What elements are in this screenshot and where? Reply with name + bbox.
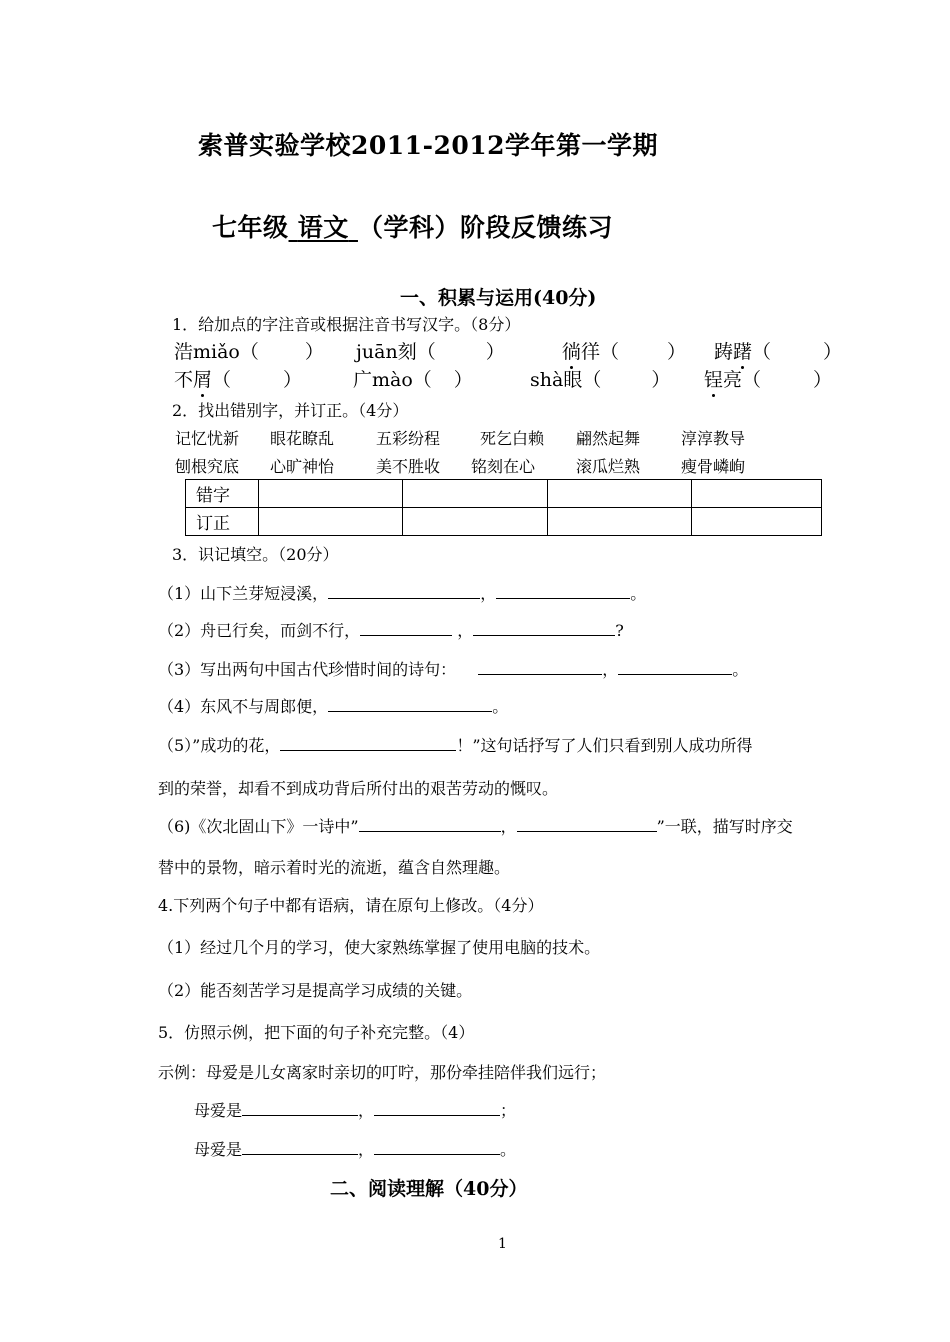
answer-blank[interactable] (618, 658, 732, 675)
q3-line-6-cont: 替中的景物，暗示着时光的流逝，蕴含自然理趣。 (158, 858, 511, 877)
q3-line-5: （5）”成功的花， ！”这句话抒写了人们只看到别人成功所得 (158, 736, 753, 755)
q1-item-8: 锃亮（ ） (704, 369, 833, 391)
q2-word-9: 美不胜收 (376, 457, 441, 476)
q5-line-2: 母爱是 ， 。 (194, 1140, 517, 1159)
q2-word-12: 瘦骨嶙峋 (681, 457, 746, 476)
q2-word-7: 刨根究底 (175, 457, 240, 476)
q3-line-3: （3）写出两句中国古代珍惜时间的诗句： ， 。 (158, 660, 749, 679)
q3-line-2: （2）舟已行矣，而剑不行， ， ? (158, 621, 624, 640)
q3-line-1: （1）山下兰芽短浸溪， ， 。 (158, 584, 647, 603)
answer-blank[interactable] (242, 1138, 358, 1155)
question-4-text: 4.下列两个句子中都有语病，请在原句上修改。（4分） (158, 896, 544, 915)
q2-word-2: 眼花瞭乱 (270, 429, 335, 448)
answer-cell[interactable] (692, 508, 822, 536)
answer-blank[interactable] (328, 582, 480, 599)
answer-blank[interactable] (374, 1138, 500, 1155)
q3-line-4: （4）东风不与周郎便， 。 (158, 697, 509, 716)
exam-subtitle (212, 208, 613, 244)
q1-item-1: 浩miǎo（ ） (174, 341, 324, 363)
table-row-label: 错字 (186, 480, 259, 508)
q1-item-5: 不屑（ ） (174, 369, 303, 391)
answer-blank[interactable] (496, 582, 630, 599)
answer-blank[interactable] (374, 1099, 500, 1116)
q5-example: 示例：母爱是儿女离家时亲切的叮咛，那份牵挂陪伴我们远行； (158, 1063, 607, 1082)
q2-word-6: 淳淳教导 (681, 429, 746, 448)
answer-blank[interactable] (242, 1099, 358, 1116)
answer-cell[interactable] (259, 480, 403, 508)
q2-word-10: 铭刻在心 (471, 457, 536, 476)
q1-item-4: 踌躇（ ） (714, 341, 843, 363)
section-2-heading: 二、阅读理解（40分） (330, 1178, 528, 1200)
q4-sentence-1: （1）经过几个月的学习，使大家熟练掌握了使用电脑的技术。 (158, 938, 601, 957)
answer-blank[interactable] (478, 658, 602, 675)
question-2-text: 2．找出错别字，并订正。（4分） (172, 401, 409, 420)
q2-word-1: 记忆忧新 (175, 429, 240, 448)
q4-sentence-2: （2）能否刻苦学习是提高学习成绩的关键。 (158, 981, 473, 1000)
answer-blank[interactable] (280, 734, 456, 751)
table-row-label: 订正 (186, 508, 259, 536)
answer-blank[interactable] (328, 695, 492, 712)
q1-item-3: 徜徉（ ） (562, 341, 687, 363)
answer-cell[interactable] (548, 480, 692, 508)
q2-word-8: 心旷神怡 (270, 457, 335, 476)
page-number: 1 (498, 1236, 507, 1252)
q2-word-3: 五彩纷程 (376, 429, 441, 448)
table-row (186, 508, 822, 536)
subject-name: 语文 (297, 213, 349, 242)
question-3-text: 3．识记填空。（20分） (172, 545, 339, 564)
q1-item-7: shà眼（ ） (530, 369, 671, 391)
q1-item-2: juān刻（ ） (356, 341, 505, 363)
answer-cell[interactable] (692, 480, 822, 508)
answer-cell[interactable] (403, 508, 548, 536)
answer-cell[interactable] (548, 508, 692, 536)
q5-line-1: 母爱是 ， ； (194, 1101, 517, 1120)
answer-blank[interactable] (359, 815, 501, 832)
exam-title: 索普实验学校2011-2012学年第一学期 (198, 131, 659, 160)
q1-item-6: 广mào（ ） (353, 369, 473, 391)
question-1-text: 1．给加点的字注音或根据注音书写汉字。（8分） (172, 315, 521, 334)
subtitle-rest: （学科）阶段反馈练习 (357, 213, 613, 242)
question-5-text: 5．仿照示例，把下面的句子补充完整。（4） (158, 1023, 475, 1042)
q2-word-4: 死乞白赖 (480, 429, 545, 448)
q2-word-5: 翩然起舞 (576, 429, 641, 448)
answer-blank[interactable] (473, 619, 615, 636)
q3-line-5-cont: 到的荣誉，却看不到成功背后所付出的艰苦劳动的慨叹。 (158, 779, 559, 798)
answer-cell[interactable] (259, 508, 403, 536)
answer-blank[interactable] (517, 815, 657, 832)
q2-word-11: 滚瓜烂熟 (576, 457, 641, 476)
q3-line-6: （6)《次北固山下》一诗中” ， ”一联，描写时序交 (158, 817, 793, 836)
answer-blank[interactable] (360, 619, 452, 636)
answer-cell[interactable] (403, 480, 548, 508)
section-1-heading: 一、积累与运用(40分) (400, 287, 597, 309)
grade-label: 七年级 (212, 213, 289, 242)
correction-table (185, 479, 822, 536)
table-row (186, 480, 822, 508)
